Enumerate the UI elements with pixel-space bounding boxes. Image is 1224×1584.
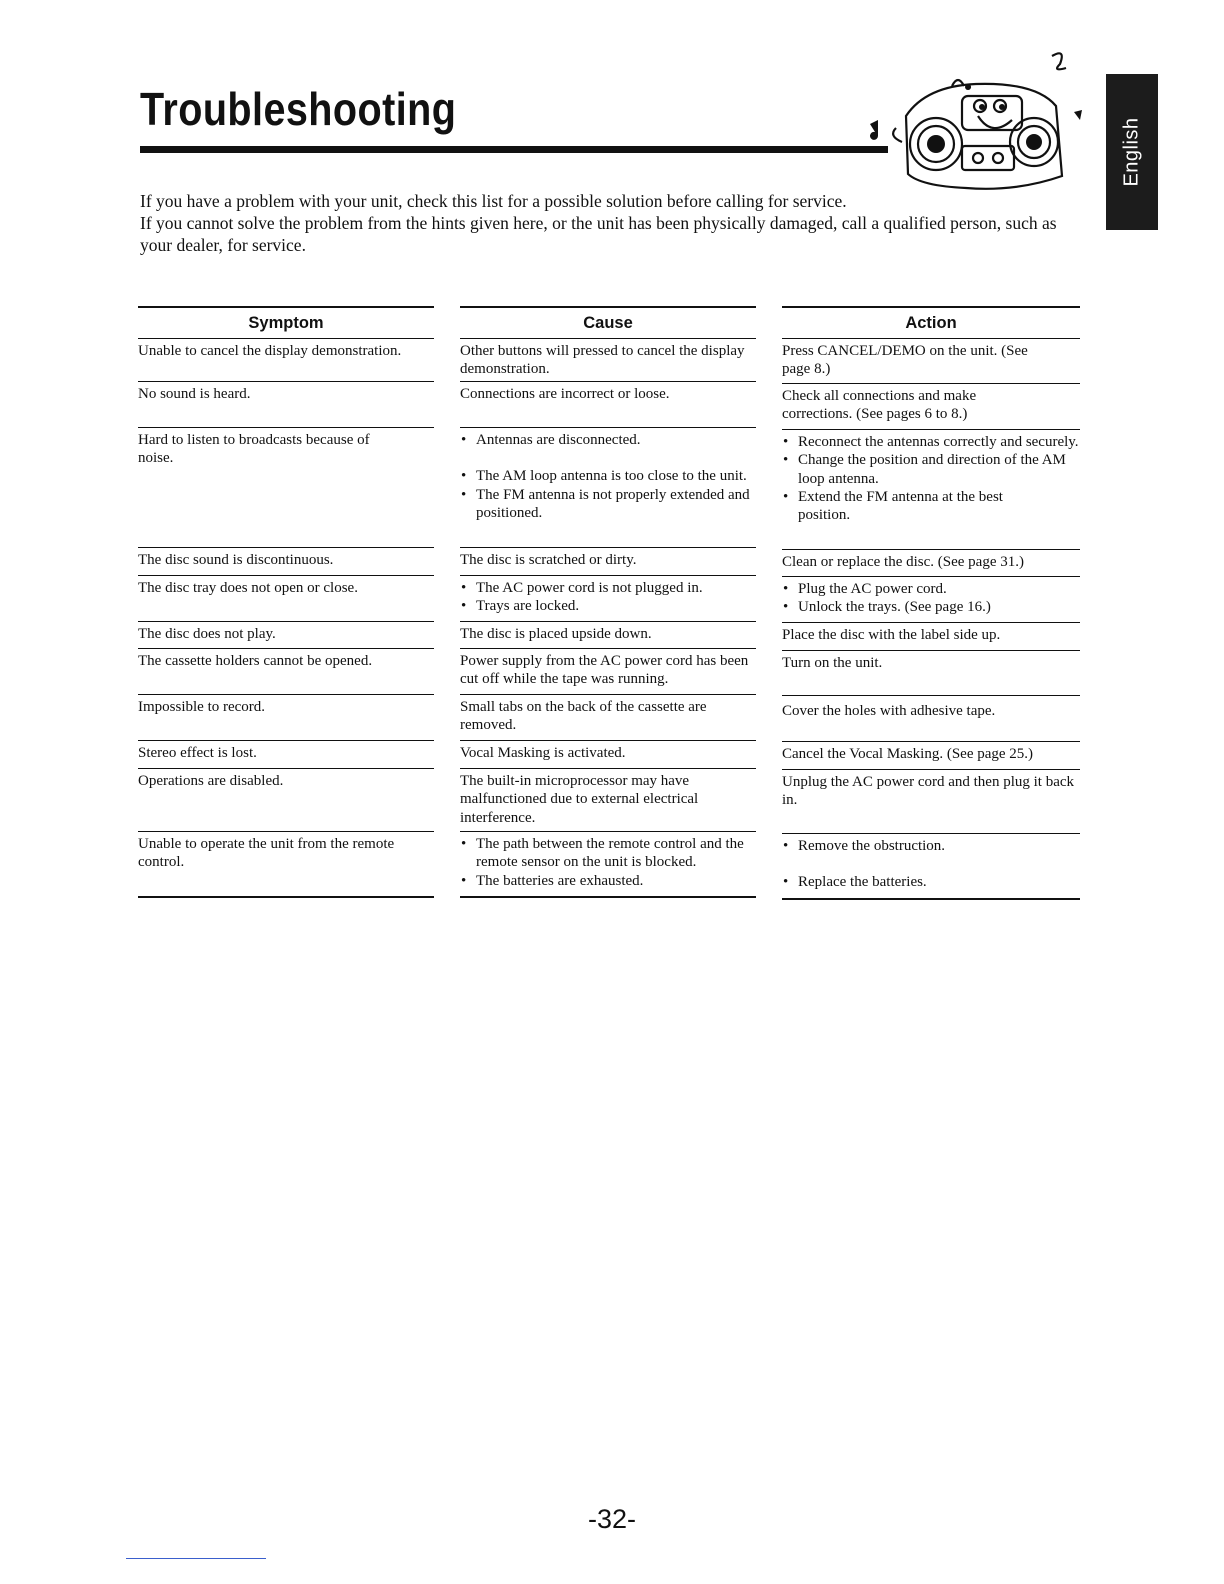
cause-bullet: • The FM antenna is not properly extended and positioned.	[460, 486, 756, 523]
action-bullet: • Plug the AC power cord.	[782, 580, 1080, 598]
action-row-6	[782, 622, 1080, 644]
symptom-row-2	[138, 381, 434, 403]
symptom-text: No sound is heard.	[138, 386, 251, 402]
cause-bullet: • Antennas are disconnected.	[460, 431, 756, 449]
symptom-text: The disc tray does not open or close.	[138, 580, 358, 596]
boombox-mascot-illustration	[866, 46, 1086, 196]
action-text: Cancel the Vocal Masking. (See page 25.)	[782, 746, 1034, 762]
cause-row-7	[460, 648, 756, 689]
cause-bullet: • The AM loop antenna is too close to the unit.	[460, 467, 756, 485]
cause-bullet: • The AC power cord is not plugged in.	[460, 579, 756, 597]
symptom-row-7	[138, 648, 434, 670]
action-bullet: • Remove the obstruction.	[782, 837, 1080, 855]
action-text: Cover the holes with adhesive tape.	[782, 703, 996, 719]
symptom-text: Unable to operate the unit from the remote control.	[138, 836, 395, 871]
language-tab-label: English	[1120, 117, 1143, 187]
cause-text: Connections are incorrect or loose.	[460, 386, 670, 402]
action-row-2	[782, 383, 1080, 424]
action-bullet: • Change the position and direction of the AM loop antenna.	[782, 451, 1080, 488]
action-row-11	[782, 833, 1080, 892]
symptom-row-4	[138, 547, 434, 569]
cause-text: Other buttons will pressed to cancel the display demonstration.	[460, 343, 745, 378]
symptom-row-6	[138, 621, 434, 643]
intro-text	[140, 190, 1080, 256]
symptom-text: Stereo effect is lost.	[138, 745, 257, 761]
symptom-header: Symptom	[138, 306, 434, 339]
intro-paragraph-1: If you have a problem with your unit, check this list for a possible solution before calling for service.	[140, 191, 847, 211]
cause-row-2	[460, 381, 756, 403]
action-text: Press CANCEL/DEMO on the unit. (See page 8.)	[782, 343, 1028, 378]
symptom-text: Operations are disabled.	[138, 773, 284, 789]
symptom-row-5	[138, 575, 434, 597]
symptom-row-8	[138, 694, 434, 716]
symptom-text: The disc does not play.	[138, 626, 276, 642]
cause-header: Cause	[460, 306, 756, 339]
action-row-10	[782, 769, 1080, 810]
action-text: Turn on the unit.	[782, 655, 883, 671]
cause-text: The built-in microprocessor may have malfunctioned due to external electrical interference.	[460, 773, 699, 826]
intro-paragraph-2: If you cannot solve the problem from the hints given here, or the unit has been physically damaged, call a qualified person, such as your dealer, for service.	[140, 213, 1057, 255]
symptom-text: Impossible to record.	[138, 699, 266, 715]
cause-text: The disc is placed upside down.	[460, 626, 652, 642]
cause-row-8	[460, 694, 756, 735]
table-bottom-rule	[460, 896, 756, 898]
page-title: Troubleshooting	[140, 83, 457, 135]
action-bullet: • Extend the FM antenna at the best position.	[782, 488, 1080, 525]
symptom-row-11	[138, 831, 434, 872]
table-bottom-rule	[138, 896, 434, 898]
action-bullet: • Reconnect the antennas correctly and securely.	[782, 433, 1080, 451]
cause-bullet: • The batteries are exhausted.	[460, 872, 756, 890]
cause-text: Power supply from the AC power cord has been cut off while the tape was running.	[460, 653, 749, 688]
action-text: Clean or replace the disc. (See page 31.)	[782, 554, 1024, 570]
cause-bullet: • Trays are locked.	[460, 597, 756, 615]
action-row-5	[782, 576, 1080, 617]
action-bullet: • Unlock the trays. (See page 16.)	[782, 598, 1080, 616]
symptom-column	[138, 306, 434, 902]
action-row-7	[782, 650, 1080, 672]
action-row-8	[782, 695, 1080, 720]
action-row-4	[782, 549, 1080, 571]
action-header: Action	[782, 306, 1080, 339]
cause-text: The disc is scratched or dirty.	[460, 552, 637, 568]
symptom-text: The disc sound is discontinuous.	[138, 552, 334, 568]
symptom-row-3	[138, 427, 434, 468]
cause-column	[460, 306, 756, 902]
language-tab	[1106, 74, 1158, 230]
cause-row-1	[460, 338, 756, 379]
action-text: Check all connections and make corrections. (See pages 6 to 8.)	[782, 388, 977, 423]
symptom-row-9	[138, 740, 434, 762]
symptom-row-10	[138, 768, 434, 790]
symptom-row-1	[138, 338, 434, 360]
cause-row-3	[460, 427, 756, 522]
cause-row-4	[460, 547, 756, 569]
footer-line	[126, 1558, 266, 1559]
action-column	[782, 306, 1080, 902]
cause-text: Small tabs on the back of the cassette are removed.	[460, 699, 707, 734]
page-number: -32-	[587, 1504, 636, 1534]
symptom-text: The cassette holders cannot be opened.	[138, 653, 373, 669]
cause-row-9	[460, 740, 756, 762]
action-row-1	[782, 338, 1080, 379]
action-bullet: • Replace the batteries.	[782, 873, 1080, 891]
title-underline	[140, 146, 888, 153]
action-text: Unplug the AC power cord and then plug it back in.	[782, 774, 1075, 809]
cause-row-11	[460, 831, 756, 890]
cause-text: Vocal Masking is activated.	[460, 745, 626, 761]
action-row-3	[782, 429, 1080, 524]
cause-row-10	[460, 768, 756, 827]
cause-row-5	[460, 575, 756, 616]
action-text: Place the disc with the label side up.	[782, 627, 1001, 643]
symptom-text: Unable to cancel the display demonstration.	[138, 343, 402, 359]
cause-row-6	[460, 621, 756, 643]
symptom-text: Hard to listen to broadcasts because of noise.	[138, 432, 370, 467]
action-row-9	[782, 741, 1080, 763]
cause-bullet: • The path between the remote control and the remote sensor on the unit is blocked.	[460, 835, 756, 872]
table-bottom-rule	[782, 898, 1080, 900]
